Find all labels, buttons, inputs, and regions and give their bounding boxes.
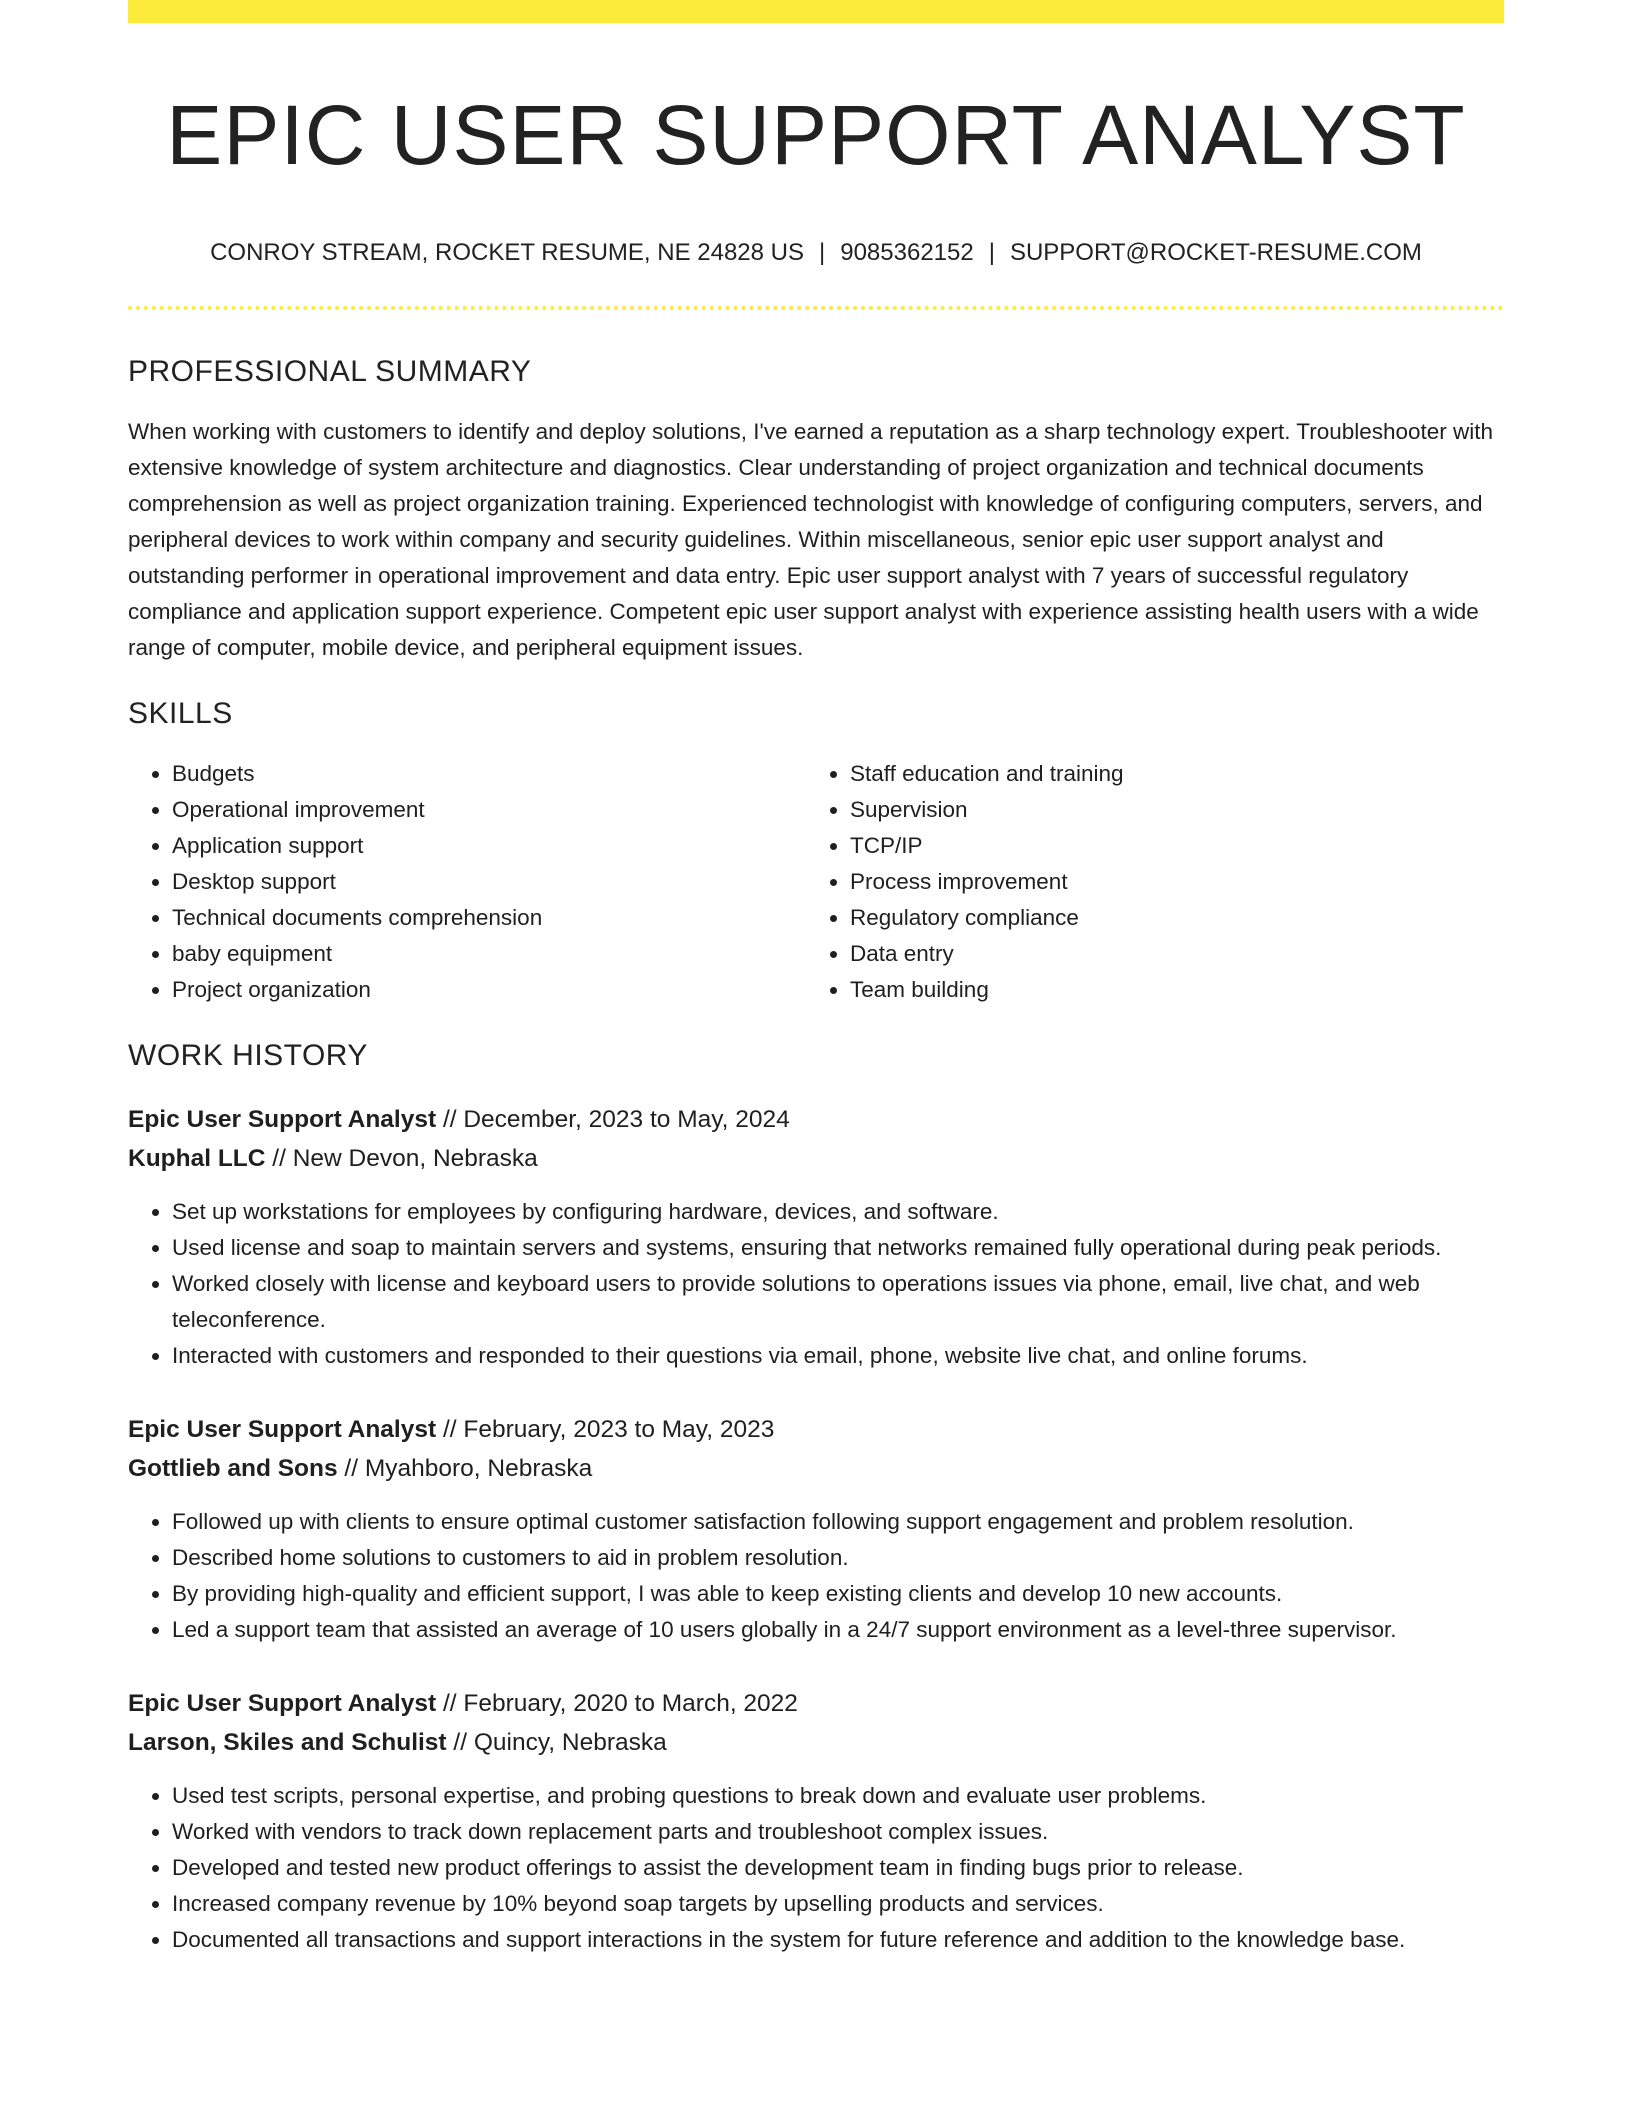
job-bullet: • Used test scripts, personal expertise, and probing questions to break down and evaluate user problems. [172, 1778, 1504, 1814]
job-dates: // February, 2020 to March, 2022 [436, 1690, 798, 1717]
contact-line [128, 237, 1504, 269]
skills-heading: SKILLS [128, 697, 233, 730]
job-location: // Quincy, Nebraska [446, 1729, 667, 1756]
job-bullet: • Worked closely with license and keyboard users to provide solutions to operations issues via phone, email, live chat, and web teleconference. [172, 1266, 1504, 1338]
skill-item: • Process improvement [850, 864, 1484, 900]
resume-name: EPIC USER SUPPORT ANALYST [166, 88, 1466, 182]
job-bullet: • Followed up with clients to ensure optimal customer satisfaction following support engagement and problem resolution. [172, 1504, 1504, 1540]
skills-grid [128, 756, 1504, 1008]
skill-item: • baby equipment [172, 936, 806, 972]
job-bullet: • Developed and tested new product offerings to assist the development team in finding bugs prior to release. [172, 1850, 1504, 1886]
job-location: // Myahboro, Nebraska [337, 1455, 593, 1482]
job-bullet: • Documented all transactions and support interactions in the system for future reference and addition to the knowledge base. [172, 1922, 1504, 1958]
job-entry [128, 1410, 1504, 1648]
contact-email[interactable]: SUPPORT@ROCKET-RESUME.COM [1009, 239, 1422, 266]
job-title-line [128, 1100, 1504, 1139]
job-bullets [128, 1778, 1504, 1958]
job-bullet: • Set up workstations for employees by configuring hardware, devices, and software. [172, 1194, 1504, 1230]
job-role: Epic User Support Analyst [128, 1416, 437, 1443]
job-bullet: • Led a support team that assisted an average of 10 users globally in a 24/7 support environment as a level-three supervisor. [172, 1612, 1504, 1648]
top-accent-bar [128, 0, 1504, 23]
job-bullets [128, 1504, 1504, 1648]
job-bullet: • Worked with vendors to track down replacement parts and troubleshoot complex issues. [172, 1814, 1504, 1850]
summary-heading: PROFESSIONAL SUMMARY [128, 355, 532, 388]
contact-address: CONROY STREAM, ROCKET RESUME, NE 24828 US [210, 239, 804, 266]
header-divider [128, 306, 1504, 310]
skill-item: • Supervision [850, 792, 1484, 828]
job-entry [128, 1684, 1504, 1958]
skill-item: • Budgets [172, 756, 806, 792]
contact-separator: | [988, 239, 995, 266]
job-company: Gottlieb and Sons [128, 1455, 338, 1482]
job-entry [128, 1100, 1504, 1374]
job-bullet: • Increased company revenue by 10% beyond soap targets by upselling products and services. [172, 1886, 1504, 1922]
job-bullet: • Interacted with customers and responded to their questions via email, phone, website live chat, and online forums. [172, 1338, 1504, 1374]
job-bullet: • Used license and soap to maintain servers and systems, ensuring that networks remained fully operational during peak periods. [172, 1230, 1504, 1266]
contact-phone[interactable]: 9085362152 [840, 239, 974, 266]
job-title-line [128, 1684, 1504, 1723]
job-dates: // February, 2023 to May, 2023 [436, 1416, 775, 1443]
job-bullets [128, 1194, 1504, 1374]
summary-text: When working with customers to identify and deploy solutions, I've earned a reputation as a sharp technology expert. Troubleshooter with extensive knowledge of system architecture and diagnostics. Clear understanding of project organization and technical documents comprehension as well as project organization training. Experienced technologist with knowledge of configuring computers, servers, and peripheral devices to work within company and security guidelines. Within miscellaneous, senior epic user support analyst and outstanding performer in operational improvement and data entry. Epic user support analyst with 7 years of successful regulatory compliance and application support experience. Competent epic user support analyst with experience assisting health users with a wide range of computer, mobile device, and peripheral equipment issues. [128, 419, 1494, 660]
skill-item: • Project organization [172, 972, 806, 1008]
job-title-line [128, 1410, 1504, 1449]
job-bullet: • By providing high-quality and efficient support, I was able to keep existing clients and develop 10 new accounts. [172, 1576, 1504, 1612]
job-dates: // December, 2023 to May, 2024 [436, 1106, 790, 1133]
skill-item: • Technical documents comprehension [172, 900, 806, 936]
skill-item: • Application support [172, 828, 806, 864]
job-bullet: • Described home solutions to customers to aid in problem resolution. [172, 1540, 1504, 1576]
job-role: Epic User Support Analyst [128, 1106, 437, 1133]
job-company-line [128, 1139, 1504, 1178]
job-company: Kuphal LLC [128, 1145, 266, 1172]
job-company-line [128, 1723, 1504, 1762]
skill-item: • TCP/IP [850, 828, 1484, 864]
skill-item: • Operational improvement [172, 792, 806, 828]
skill-item: • Data entry [850, 936, 1484, 972]
work-history-heading: WORK HISTORY [128, 1039, 368, 1072]
skill-item: • Team building [850, 972, 1484, 1008]
skills-left-column [128, 756, 806, 1008]
skill-item: • Desktop support [172, 864, 806, 900]
contact-separator: | [819, 239, 826, 266]
job-company-line [128, 1449, 1504, 1488]
job-location: // New Devon, Nebraska [265, 1145, 538, 1172]
skill-item: • Staff education and training [850, 756, 1484, 792]
job-role: Epic User Support Analyst [128, 1690, 437, 1717]
resume-page [128, 0, 1504, 1958]
skill-item: • Regulatory compliance [850, 900, 1484, 936]
skills-right-column [806, 756, 1484, 1008]
job-company: Larson, Skiles and Schulist [128, 1729, 447, 1756]
